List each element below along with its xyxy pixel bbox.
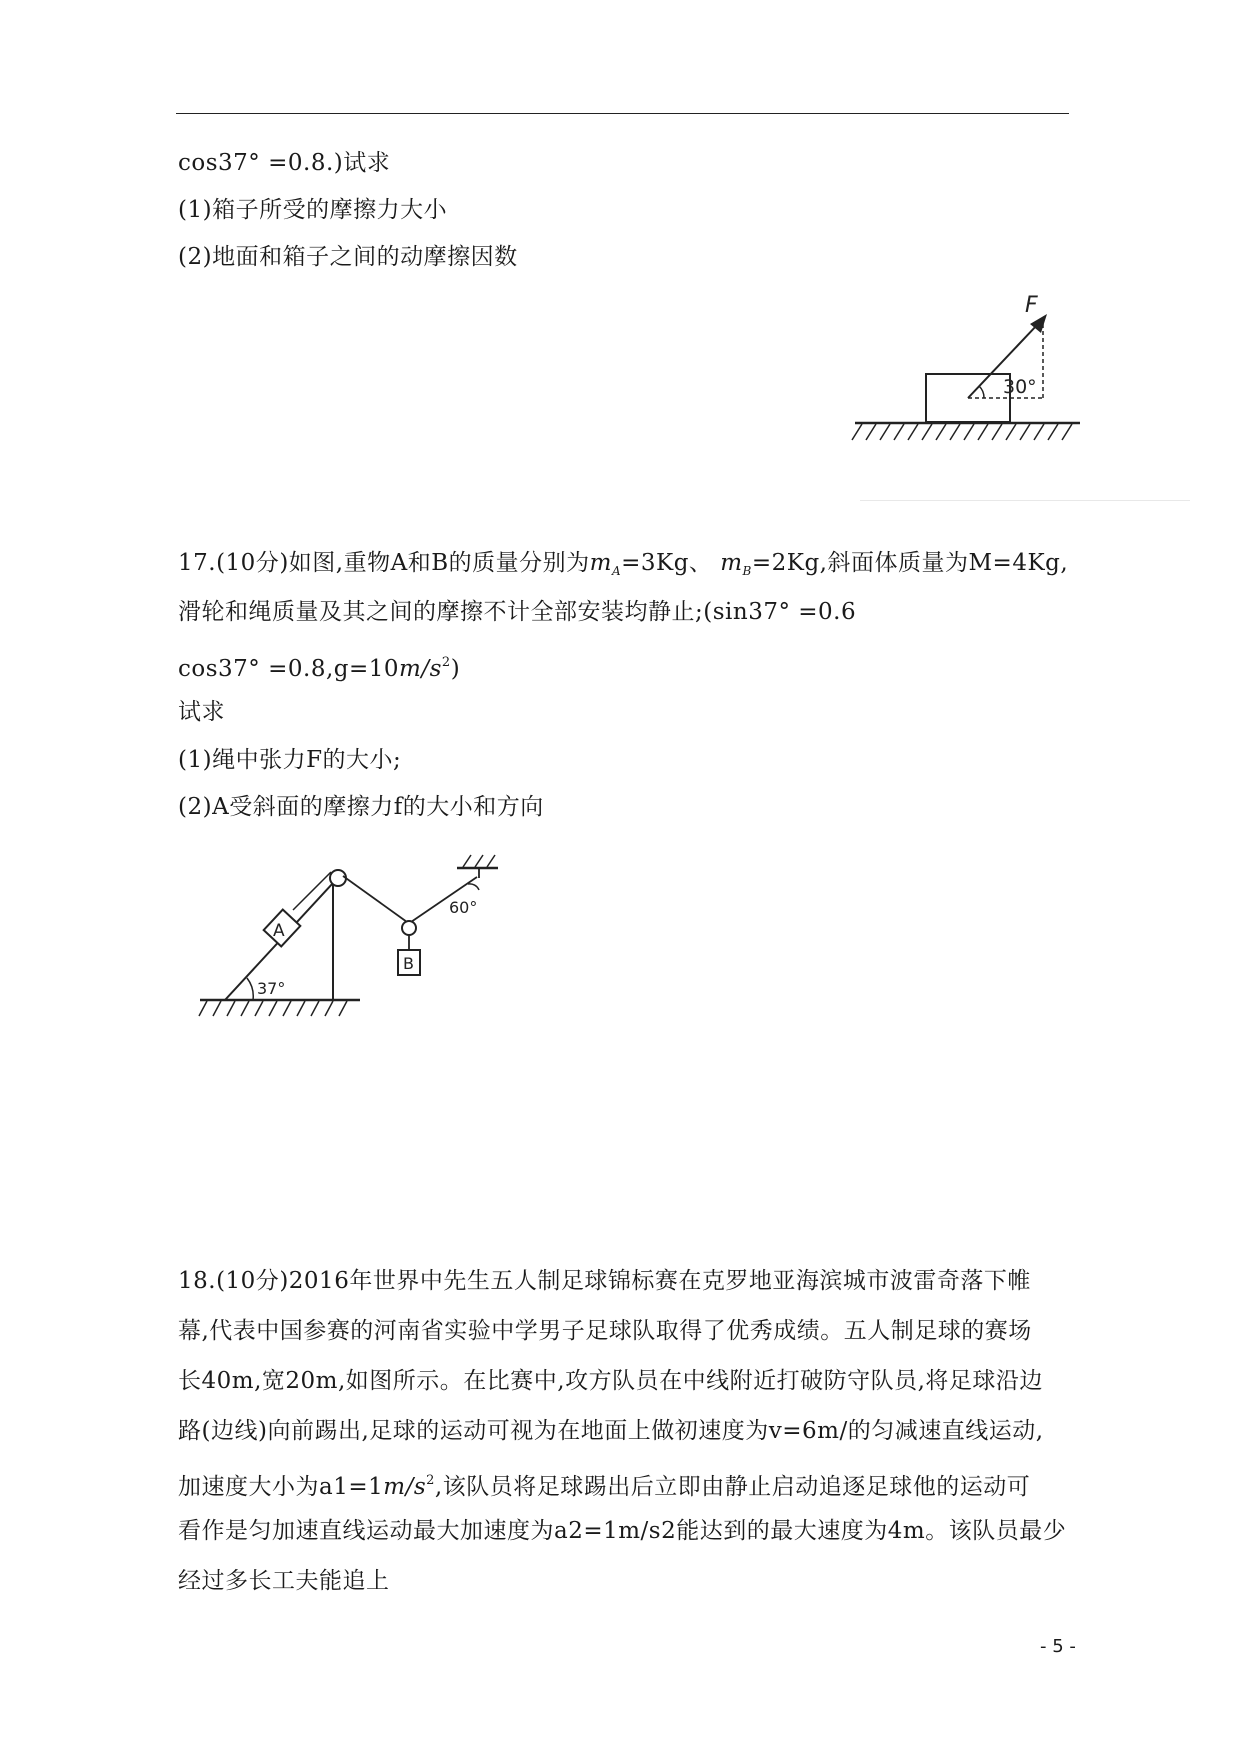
p17-line-2: 滑轮和绳质量及其之间的摩擦不计全部安装均静止;(sin37° =0.6 <box>178 599 857 625</box>
page-number: - 5 - <box>1040 1636 1076 1657</box>
p16-question-2: (2)地面和箱子之间的动摩擦因数 <box>178 244 518 270</box>
pulley-bottom <box>402 921 416 935</box>
p17-figure-incline-pulley <box>195 850 545 1030</box>
p18-line-7: 经过多长工夫能追上 <box>178 1568 390 1594</box>
angle-label-37: 37° <box>257 979 286 998</box>
block-a-label: A <box>273 921 285 941</box>
p16-line-1: cos37° =0.8.)试求 <box>178 150 391 176</box>
header-rule <box>176 113 1069 114</box>
p16-figure-box-force <box>850 290 1100 450</box>
p18-line-3: 长40m,宽20m,如图所示。在比赛中,攻方队员在中线附近打破防守队员,将足球沿边 <box>178 1368 1043 1394</box>
p17-line-1: 17.(10分)如图,重物A和B的质量分别为$m_A=3Kg$、 $m_B=2Kg$,斜面体质量为M=4Kg, <box>178 550 1069 578</box>
p16-question-1: (1)箱子所受的摩擦力大小 <box>178 197 448 223</box>
pulley-top <box>330 870 346 886</box>
p17-line-4: 试求 <box>178 699 225 725</box>
faint-divider <box>860 500 1190 501</box>
block-b-label: B <box>403 954 414 973</box>
p18-line-4: 路(边线)向前踢出,足球的运动可视为在地面上做初速度为v=6m/的匀减速直线运动, <box>178 1418 1044 1444</box>
p17-question-2: (2)A受斜面的摩擦力f的大小和方向 <box>178 794 544 820</box>
p17-question-1: (1)绳中张力F的大小; <box>178 747 402 773</box>
angle-label-30: 30° <box>1003 376 1037 398</box>
angle-label-60: 60° <box>449 898 478 917</box>
p17-line-3: $\cos 37^\circ =0.8,g=10m/s^2$) <box>178 655 461 682</box>
p18-line-2: 幕,代表中国参赛的河南省实验中学男子足球队取得了优秀成绩。五人制足球的赛场 <box>178 1318 1032 1344</box>
p18-line-5: 加速度大小为$a1=1m/s^2$,该队员将足球踢出后立即由静止启动追逐足球他的运动可 <box>178 1473 1031 1500</box>
force-label: F <box>1025 293 1038 318</box>
p18-line-1: 18.(10分)2016年世界中先生五人制足球锦标赛在克罗地亚海滨城市波雷奇落下帷 <box>178 1268 1031 1294</box>
p18-line-6: 看作是匀加速直线运动最大加速度为a2=1m/s2能达到的最大速度为4m。该队员最少 <box>178 1518 1067 1544</box>
